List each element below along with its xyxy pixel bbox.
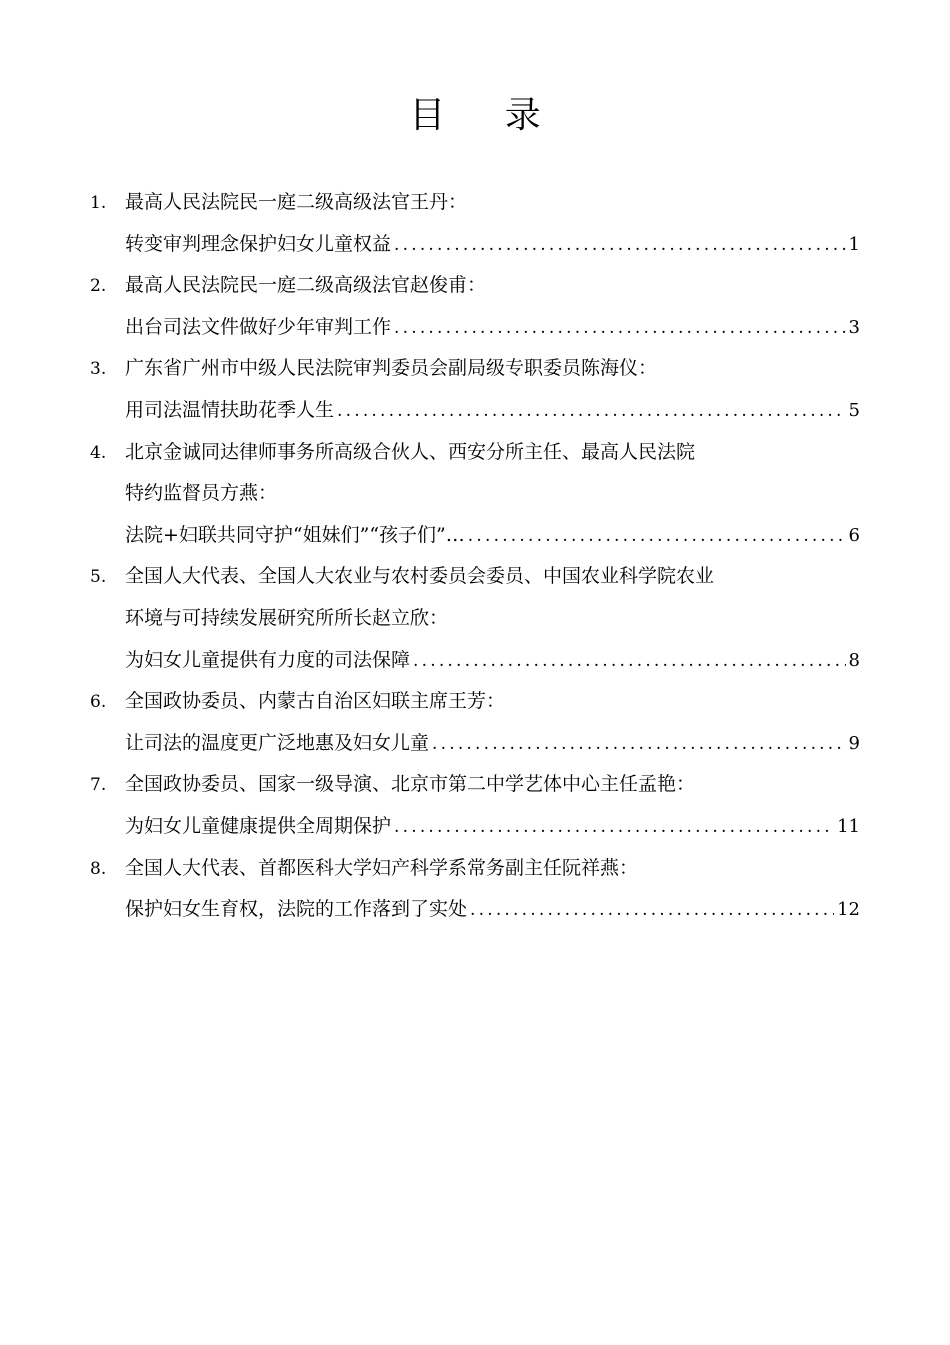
toc-entry-speaker: 环境与可持续发展研究所所长赵立欣： [125,606,449,629]
toc-entry-number: 4. [90,442,107,463]
toc-entry-article-title[interactable]: 转变审判理念保护妇女儿童权益 [125,232,392,255]
toc-entry-article-title[interactable]: 让司法的温度更广泛地惠及妇女儿童 [125,731,430,754]
toc-entry-speaker: 全国政协委员、国家一级导演、北京市第二中学艺体中心主任孟艳： [125,773,696,796]
toc-entry-heading-continued [90,473,860,515]
toc-entry-article-title[interactable]: 为妇女儿童提供有力度的司法保障 [125,648,411,671]
toc-entry-article-line[interactable] [90,723,860,765]
toc-entry-speaker: 北京金诚同达律师事务所高级合伙人、西安分所主任、最高人民法院 [125,440,696,463]
toc-entry-heading [90,348,860,390]
toc-entry-article-line[interactable] [90,515,860,557]
toc-entry-heading [90,556,860,598]
toc-entry[interactable] [90,556,860,681]
toc-entry-speaker: 特约监督员方燕： [125,482,278,505]
toc-entry-speaker: 广东省广州市中级人民法院审判委员会副局级专职委员陈海仪： [125,357,658,380]
toc-entry-heading [90,432,860,474]
toc-entry-article-line[interactable] [90,390,860,432]
dot-leader [394,308,846,350]
toc-entry-speaker: 全国人大代表、首都医科大学妇产科学系常务副主任阮祥燕： [125,856,639,879]
page-title: 目 录 [409,95,565,136]
toc-entry-page-number[interactable]: 12 [837,899,860,921]
toc-entry-heading [90,848,860,890]
dot-leader [470,890,834,932]
toc-entry[interactable] [90,432,860,557]
toc-entry[interactable] [90,764,860,847]
toc-entry[interactable] [90,348,860,431]
toc-entry-speaker: 最高人民法院民一庭二级高级法官王丹： [125,191,468,213]
toc-entry-page-number[interactable]: 11 [837,815,860,837]
toc-entry-page-number[interactable]: 3 [848,316,860,338]
toc-entry-heading-continued [90,598,860,640]
toc-entry-number: 1. [90,193,107,213]
toc-entry-page-number[interactable]: 1 [848,233,860,255]
toc-entry-number: 2. [90,276,107,297]
toc-entry-article-title[interactable]: 出台司法文件做好少年审判工作 [125,315,392,338]
table-of-contents [90,182,860,931]
toc-entry-heading [90,182,860,224]
toc-entry-speaker: 全国政协委员、内蒙古自治区妇联主席王芳： [125,690,506,713]
toc-entry-heading [90,764,860,806]
toc-entry-number: 7. [90,775,107,796]
toc-entry-article-title[interactable]: 为妇女儿童健康提供全周期保护 [125,814,392,837]
toc-entry-page-number[interactable]: 9 [848,732,860,754]
toc-entry-article-title[interactable]: 法院+妇联共同守护“姐妹们”“孩子们”… [125,523,465,546]
toc-entry-number: 8. [90,858,107,879]
toc-entry-article-title[interactable]: 用司法温情扶助花季人生 [125,398,335,421]
toc-entry-number: 6. [90,692,107,713]
toc-entry[interactable] [90,848,860,931]
toc-entry-heading [90,681,860,723]
toc-entry-number: 3. [90,359,107,380]
dot-leader [468,516,846,558]
toc-entry[interactable] [90,265,860,348]
toc-entry-article-line[interactable] [90,889,860,931]
toc-entry-page-number[interactable]: 5 [848,399,860,421]
toc-entry[interactable] [90,182,860,265]
toc-entry-article-line[interactable] [90,806,860,848]
toc-entry-speaker: 全国人大代表、全国人大农业与农村委员会委员、中国农业科学院农业 [125,565,715,588]
toc-entry-page-number[interactable]: 6 [848,524,860,546]
toc-entry-article-title[interactable]: 保护妇女生育权，法院的工作落到了实处 [125,898,468,921]
dot-leader [394,225,846,267]
toc-entry-heading [90,265,860,307]
toc-entry-speaker: 最高人民法院民一庭二级高级法官赵俊甫： [125,274,487,297]
toc-entry-article-line[interactable] [90,307,860,349]
dot-leader [394,807,834,849]
toc-entry-article-line[interactable] [90,224,860,266]
toc-entry[interactable] [90,681,860,764]
toc-entry-number: 5. [90,567,107,588]
toc-entry-page-number[interactable]: 8 [848,649,860,671]
dot-leader [413,641,846,683]
dot-leader [432,724,846,766]
toc-entry-article-line[interactable] [90,640,860,682]
dot-leader [337,391,846,433]
